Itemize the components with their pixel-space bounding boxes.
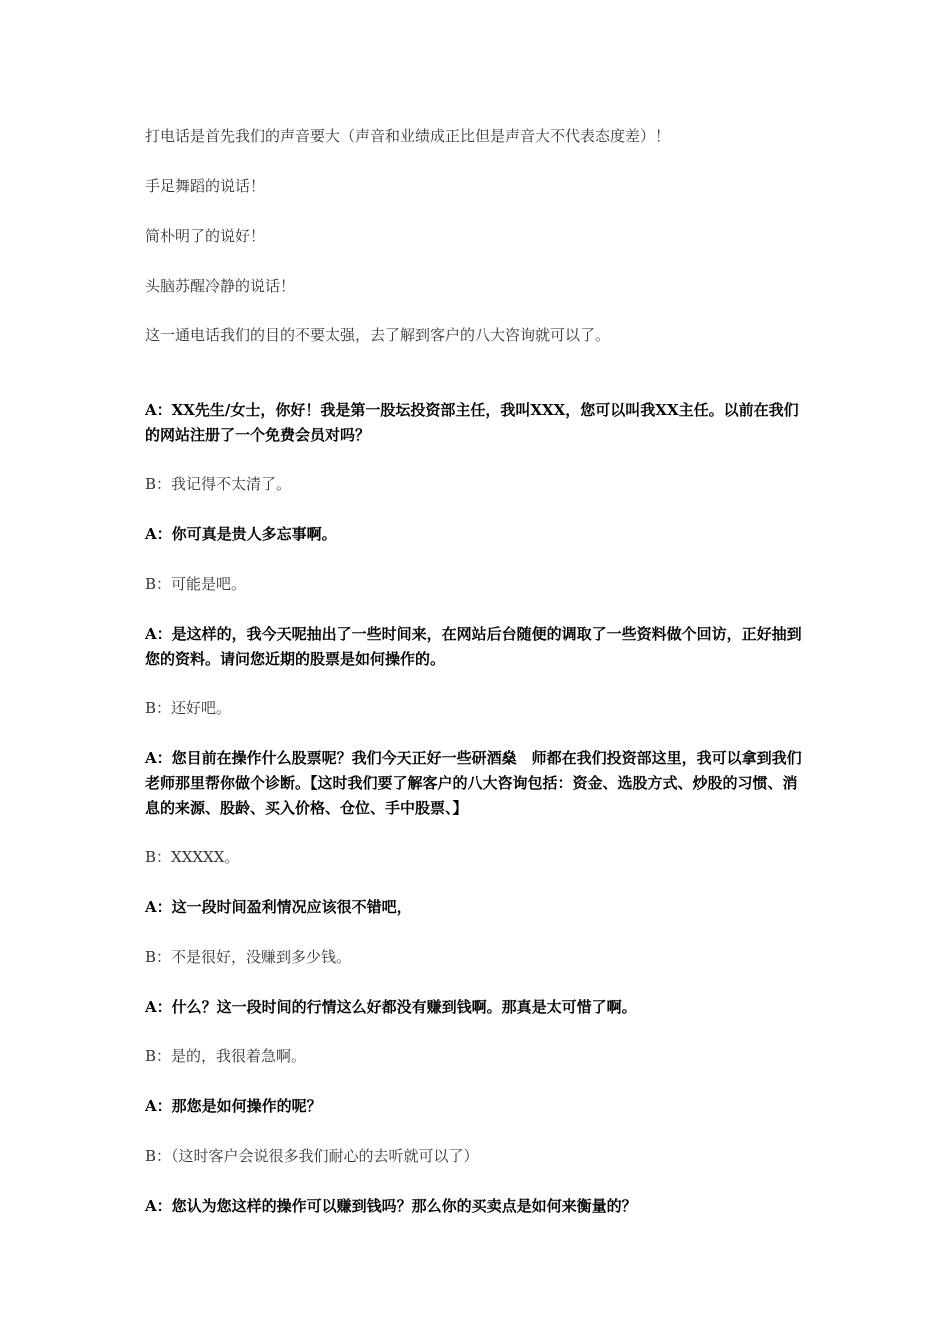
dialogue-a-4: A：您目前在操作什么股票呢？我们今天正好一些研酒燊 师都在我们投资部这里，我可以拿到我们老师那里帮你做个诊断。【这时我们要了解客户的八大咨询包括：资金、选股方式、炒股的习惯、消息的来源、股龄、买入价格、仓位、手中股票、】 bbox=[145, 749, 802, 817]
dialogue-a-6: A：什么？这一段时间的行情这么好都没有赚到钱啊。那真是太可惜了啊。 bbox=[145, 998, 637, 1016]
intro-paragraph-3: 简朴明了的说好！ bbox=[145, 227, 266, 245]
dialogue-b-3: B：还好吧。 bbox=[145, 699, 232, 717]
dialogue-a-3: A：是这样的，我今天呢抽出了一些时间来，在网站后台随便的调取了一些资料做个回访，正好抽到您的资料。请问您近期的股票是如何操作的。 bbox=[145, 625, 802, 668]
intro-paragraph-2: 手足舞蹈的说话！ bbox=[145, 177, 266, 195]
dialogue-b-2: B：可能是吧。 bbox=[145, 575, 247, 593]
dialogue-b-4: B：XXXXX。 bbox=[145, 848, 240, 866]
dialogue-b-7: B：（这时客户会说很多我们耐心的去听就可以了） bbox=[145, 1147, 479, 1165]
dialogue-a-1: A：XX先生/女士，你好！我是第一股坛投资部主任，我叫XXX，您可以叫我XX主任。以前在我们的网站注册了一个免费会员对吗？ bbox=[145, 401, 799, 444]
dialogue-a-7: A：那您是如何操作的呢？ bbox=[145, 1097, 322, 1115]
dialogue-a-2: A：你可真是贵人多忘事啊。 bbox=[145, 525, 337, 543]
dialogue-b-5: B：不是很好，没赚到多少钱。 bbox=[145, 948, 352, 966]
intro-paragraph-1: 打电话是首先我们的声音要大（声音和业绩成正比但是声音大不代表态度差）！ bbox=[145, 127, 671, 145]
dialogue-a-5: A：这一段时间盈利情况应该很不错吧， bbox=[145, 898, 412, 916]
intro-paragraph-4: 头脑苏醒冷静的说话！ bbox=[145, 277, 296, 295]
dialogue-b-1: B：我记得不太清了。 bbox=[145, 475, 292, 493]
intro-paragraph-5: 这一通电话我们的目的不要太强，去了解到客户的八大咨询就可以了。 bbox=[145, 326, 611, 344]
dialogue-a-8: A：您认为您这样的操作可以赚到钱吗？那么你的买卖点是如何来衡量的？ bbox=[145, 1197, 637, 1215]
dialogue-b-6: B：是的，我很着急啊。 bbox=[145, 1047, 307, 1065]
